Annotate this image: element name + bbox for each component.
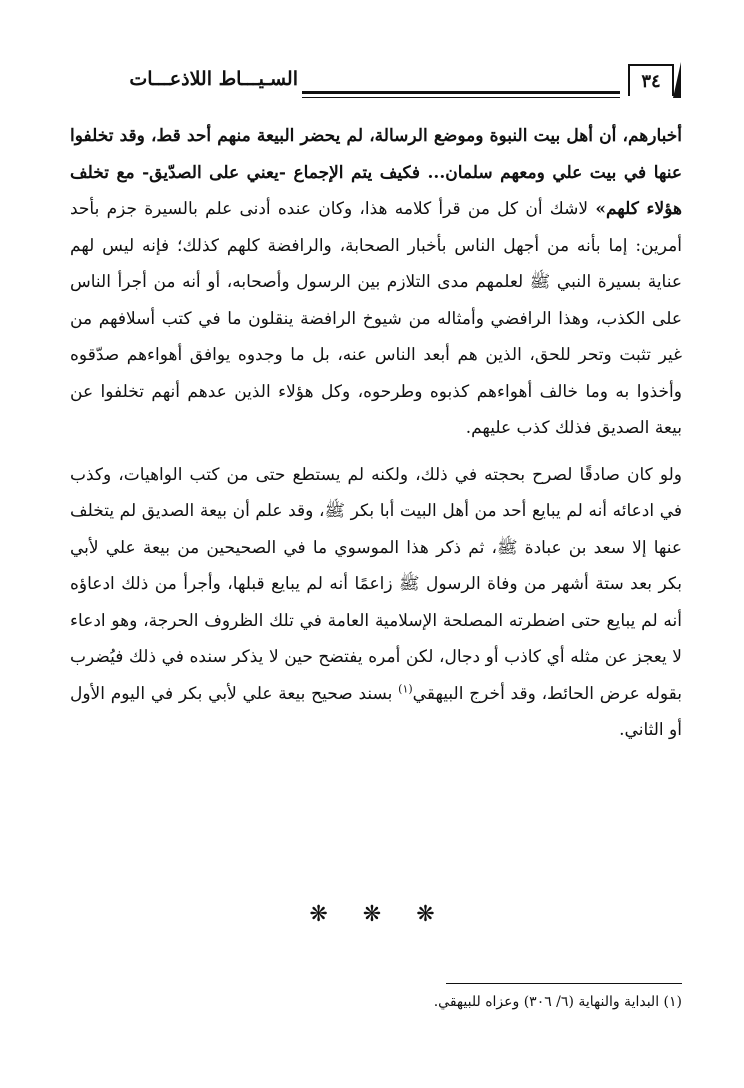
page-number: ٣٤ <box>628 64 674 96</box>
header-rule-thin <box>302 97 620 98</box>
footnote: (١) البداية والنهاية (٦/ ٣٠٦) وعزاه للبيهقي. <box>433 994 682 1010</box>
paragraph-1-text: لاشك أن كل من قرأ كلامه هذا، وكان عنده أدنى علم بالسيرة جزم بأحد أمرين: إما بأنه من أجهل الناس بأخبار الصحابة، والرافضة كلهم كذلك؛ فإنه ليس لهم عناية بسيرة النبي ﷺ لعلمهم مدى التلازم بين الرسول وأصحابه، أو أنه من أجرأ الناس على الكذب، وهذا الرافضي وأمثاله من شيوخ الرافضة ينقلون ما في كتب أسلافهم من غير تثبت وتحر للحق، الذين هم أبعد الناس عنه، بل ما وجدوه يوافق أهواءهم صدّقوه وأخذوا به وما خالف أهواءهم كذبوه وطرحوه، وكل هؤلاء الذين عدهم أنهم تخلفوا عن بيعة الصديق فذلك كذب عليهم. <box>70 199 682 438</box>
book-title: السـيـــاط اللاذعـــات <box>129 68 298 90</box>
running-header <box>70 58 682 102</box>
paragraph-2-text-a: ولو كان صادقًا لصرح بحجته في ذلك، ولكنه لم يستطع حتى من كتب الواهيات، وكذب في ادعائه أنه لم يبايع أحد من أهل البيت أبا بكر ﷺ، وقد علم أن بيعة الصديق لم يتخلف عنها إلا سعد بن عبادة ﷺ، ثم ذكر هذا الموسوي ما في الصحيحين من بيعة علي لأبي بكر بعد ستة أشهر من وفاة الرسول ﷺ زاعمًا أنه لم يبايع قبلها، وأجرأ من ذلك ادعاؤه أنه لم يبايع حتى اضطرته المصلحة الإسلامية العامة في تلك الظروف الحرجة، وهو ادعاء لا يعجز عن مثله أي كاذب أو دجال، لكن أمره يفتضح حين لا يذكر سنده في ذلك فيُضرب بقوله عرض الحائط، وقد أخرج البيهقي <box>70 464 682 704</box>
paragraph-1 <box>70 118 682 447</box>
paragraph-2 <box>70 457 682 749</box>
body-text <box>70 118 682 749</box>
quoted-text: أخبارهم، أن أهل بيت النبوة وموضع الرسالة، لم يحضر البيعة منهم أحد قط، وقد تخلفوا عنها في بيت علي ومعهم سلمان... فكيف يتم الإجماع -يعني على الصدّيق- مع تخلف هؤلاء كلهم» <box>70 126 682 219</box>
section-divider-stars: ❋ ❋ ❋ <box>309 902 435 927</box>
paragraph-2-text-b: بسند صحيح بيعة علي لأبي بكر في اليوم الأول أو الثاني. <box>70 683 682 740</box>
header-rule <box>302 91 620 94</box>
footnote-rule <box>446 983 682 984</box>
page-number-ornament-icon <box>672 60 682 100</box>
footnote-reference[interactable]: (١) <box>398 681 413 695</box>
